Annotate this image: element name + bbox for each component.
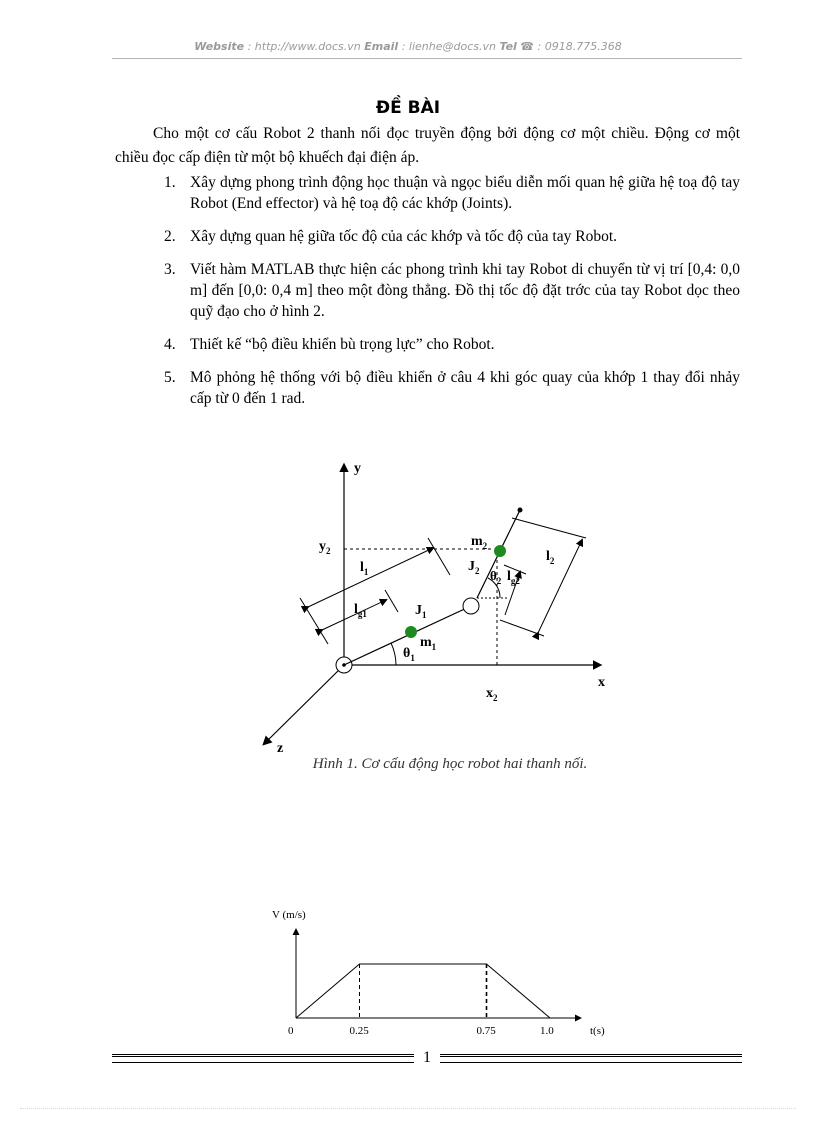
task-text: Viết hàm MATLAB thực hiện các phong trình khi tay Robot di chuyển từ vị trí [0,4: 0,0 m] đến [0,0: 0,4 m] theo một đòng thẳng. Đồ thị tốc độ đặt trớc của tay Robot dọc theo quỹ đạo cho ở hình 2. xyxy=(190,261,740,320)
m2-label: $m_2$ xyxy=(471,534,488,551)
x-tick-label: 0.25 xyxy=(349,1025,369,1037)
footer-rule-left xyxy=(112,1054,414,1063)
x-tick-label: 0.75 xyxy=(476,1025,496,1037)
tel-value: ☎ : 0918.775.368 xyxy=(516,40,622,53)
theta2-label: $\theta_2$ xyxy=(490,568,502,586)
page-title: ĐỀ BÀI xyxy=(375,98,441,118)
intro-paragraph: Cho một cơ cấu Robot 2 thanh nối đọc truyền động bởi động cơ một chiều. Động cơ một chiều đọc cấp điện từ một bộ khuếch đại điện áp. xyxy=(115,125,740,166)
l1-tick-a xyxy=(300,598,328,644)
task-text: Xây dựng phong trình động học thuận và ngọc biểu diễn mối quan hệ giữa hệ toạ độ tay Robot (End effector) và hệ toạ độ các khớp (Joints). xyxy=(190,174,740,212)
x2-label: $x_2$ xyxy=(486,686,498,703)
j1-label: $J_1$ xyxy=(415,603,427,620)
task-text: Thiết kế “bộ điều khiển bù trọng lực” cho Robot. xyxy=(190,336,495,353)
theta1-label: $\theta_1$ xyxy=(403,646,415,663)
end-effector xyxy=(518,508,523,513)
mass-1 xyxy=(405,626,417,638)
task-number: 3. xyxy=(164,261,176,278)
mass-2 xyxy=(494,545,506,557)
l2-dimension xyxy=(538,540,582,633)
chart-ylabel: V (m/s) xyxy=(272,909,306,921)
email-label: Email xyxy=(364,40,399,53)
task-number: 1. xyxy=(164,174,176,191)
l1-dimension xyxy=(308,548,433,607)
footer-rule-right xyxy=(440,1054,742,1063)
task-text: Mô phỏng hệ thống với bộ điều khiển ở câu 4 khi góc quay của khớp 1 thay đổi nhảy cấp từ 0 đến 1 rad. xyxy=(190,369,740,407)
task-number: 4. xyxy=(164,336,176,353)
figure-1-caption: Hình 1. Cơ cấu động học robot hai thanh nối. xyxy=(312,756,588,772)
velocity-profile-chart xyxy=(250,900,630,1050)
x-axis-label: x xyxy=(598,675,605,690)
lg2-label: $l_{g2}$ xyxy=(507,569,520,586)
joint-2 xyxy=(463,598,479,614)
l1-tick-b xyxy=(428,538,450,575)
z-axis xyxy=(264,665,344,744)
l2-tick-a xyxy=(512,518,586,538)
theta1-arc xyxy=(391,643,396,665)
task-number: 5. xyxy=(164,369,176,386)
tel-label: Tel xyxy=(499,40,517,53)
bottom-dotted-rule xyxy=(20,1108,796,1109)
y-axis-label: y xyxy=(354,461,361,476)
email-value: : lienhe@docs.vn xyxy=(398,40,500,53)
task-text: Xây dựng quan hệ giữa tốc độ của các khớp và tốc độ của tay Robot. xyxy=(190,228,618,245)
x-tick-label: 1.0 xyxy=(540,1025,554,1037)
chart-xlabel: t(s) xyxy=(590,1025,605,1037)
l2-tick-b xyxy=(500,620,544,636)
m1-label: $m_1$ xyxy=(420,635,437,652)
x-tick-label: 0 xyxy=(288,1025,294,1037)
page-number: 1 xyxy=(423,1049,431,1066)
l1-label: $l_1$ xyxy=(360,560,369,577)
lg1-label: $l_{g1}$ xyxy=(354,602,367,619)
task-number: 2. xyxy=(164,228,176,245)
l2-label: $l_2$ xyxy=(546,549,555,566)
website-value: : http://www.docs.vn xyxy=(244,40,365,53)
website-label: Website xyxy=(194,40,245,53)
j2-label: $J_2$ xyxy=(468,559,480,576)
y2-label: $y_2$ xyxy=(319,539,331,556)
velocity-series-line xyxy=(296,964,550,1018)
z-axis-label: z xyxy=(277,741,284,756)
lg1-tick xyxy=(385,590,398,612)
